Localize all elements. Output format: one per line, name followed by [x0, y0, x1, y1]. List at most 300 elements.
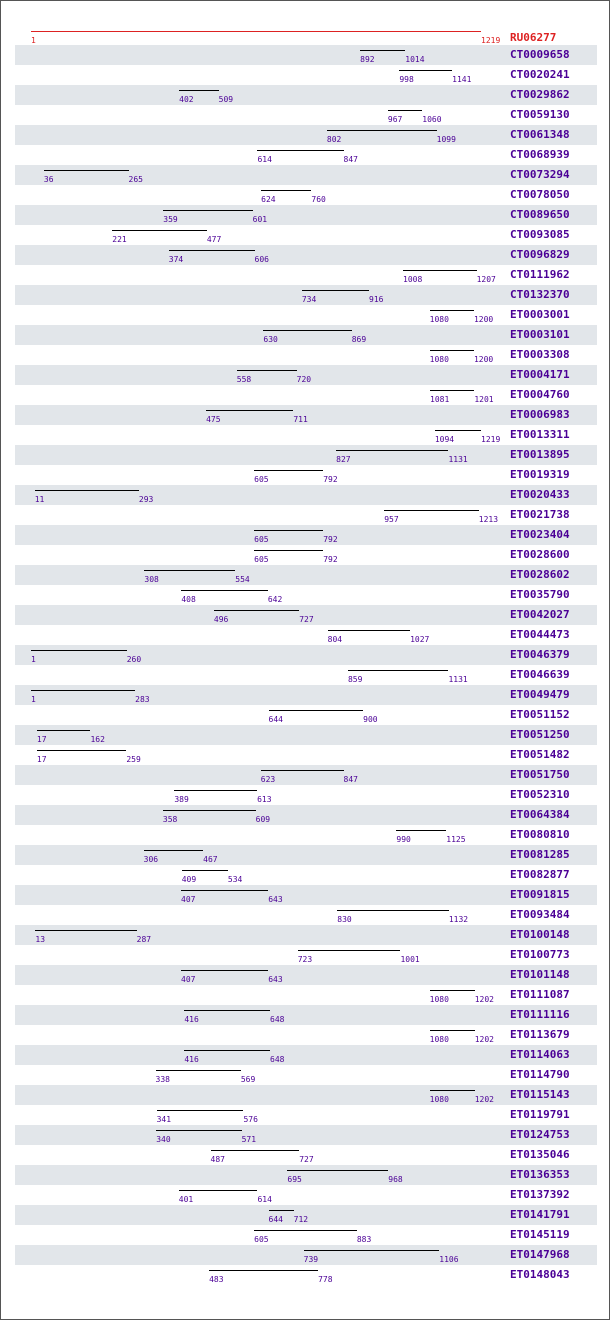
alignment-end: 1213	[478, 515, 499, 524]
alignment-label[interactable]: ET0035790	[510, 588, 570, 601]
alignment-start: 408	[181, 595, 196, 604]
alignment-start: 892	[360, 55, 375, 64]
alignment-label[interactable]: CT0096829	[510, 248, 570, 261]
alignment-label[interactable]: ET0137392	[510, 1188, 570, 1201]
alignment-start: 221	[112, 235, 127, 244]
alignment-bar	[396, 830, 446, 831]
alignment-end: 916	[369, 295, 384, 304]
alignment-bar	[336, 450, 448, 451]
alignment-end: 648	[270, 1015, 285, 1024]
alignment-start: 605	[254, 535, 269, 544]
alignment-bar	[31, 690, 135, 691]
alignment-label[interactable]: CT0093085	[510, 228, 570, 241]
alignment-label[interactable]: ET0046379	[510, 648, 570, 661]
alignment-row	[15, 905, 597, 925]
alignment-bar	[348, 670, 448, 671]
alignment-label[interactable]: ET0141791	[510, 1208, 570, 1221]
alignment-start: 1080	[429, 315, 449, 324]
alignment-bar	[35, 490, 139, 491]
alignment-row	[15, 285, 597, 305]
alignment-start: 17	[36, 755, 47, 764]
alignment-row	[15, 1205, 597, 1225]
alignment-label[interactable]: ET0124753	[510, 1128, 570, 1141]
alignment-row	[15, 1085, 597, 1105]
alignment-bar	[298, 950, 401, 951]
alignment-bar	[269, 710, 364, 711]
reference-label[interactable]: RU06277	[510, 31, 557, 44]
alignment-bar	[174, 790, 257, 791]
alignment-row	[15, 885, 597, 905]
alignment-start: 605	[254, 475, 269, 484]
alignment-row	[15, 925, 597, 945]
alignment-label[interactable]: CT0078050	[510, 188, 570, 201]
alignment-start: 341	[156, 1115, 172, 1124]
alignment-label[interactable]: ET0021738	[510, 508, 570, 521]
alignment-bar	[182, 870, 228, 871]
alignment-start: 739	[303, 1255, 319, 1264]
alignment-bar	[254, 530, 323, 531]
alignment-label[interactable]: CT0061348	[510, 128, 570, 141]
alignment-bar	[302, 290, 369, 291]
alignment-row	[15, 1225, 597, 1245]
alignment-label[interactable]: ET0013311	[510, 428, 570, 441]
alignment-end: 792	[323, 555, 338, 564]
alignment-start: 605	[254, 1235, 269, 1244]
alignment-row	[15, 685, 597, 705]
alignment-bar	[430, 1090, 475, 1091]
alignment-start: 36	[43, 175, 54, 184]
alignment-row	[15, 665, 597, 685]
alignment-start: 1080	[429, 1095, 449, 1104]
alignment-row	[15, 205, 597, 225]
alignment-bar	[157, 1110, 244, 1111]
alignment-start: 1	[31, 655, 36, 664]
alignment-label[interactable]: ET0101148	[510, 968, 570, 981]
alignment-end: 614	[257, 1195, 272, 1204]
alignment-end: 883	[356, 1235, 372, 1244]
alignment-row	[15, 125, 597, 145]
alignment-label[interactable]: ET0004760	[510, 388, 570, 401]
alignment-label[interactable]: ET0111116	[510, 1008, 570, 1021]
alignment-row	[15, 145, 597, 165]
alignment-label[interactable]: ET0046639	[510, 668, 570, 681]
alignment-end: 1014	[405, 55, 425, 64]
alignment-row	[15, 785, 597, 805]
alignment-end: 1001	[400, 955, 420, 964]
alignment-start: 734	[301, 295, 317, 304]
alignment-end: 569	[240, 1075, 256, 1084]
alignment-start: 614	[257, 155, 272, 164]
alignment-row	[15, 265, 597, 285]
alignment-end: 601	[252, 215, 268, 224]
alignment-label[interactable]: ET0044473	[510, 628, 570, 641]
alignment-start: 416	[184, 1015, 199, 1024]
reference-bar	[31, 31, 481, 32]
alignment-end: 571	[241, 1135, 257, 1144]
alignment-row	[15, 185, 597, 205]
alignment-label[interactable]: CT0073294	[510, 168, 570, 181]
alignment-label[interactable]: CT0132370	[510, 288, 570, 301]
alignment-row	[15, 765, 597, 785]
alignment-bar	[435, 430, 481, 431]
alignment-row	[15, 965, 597, 985]
alignment-start: 998	[399, 75, 414, 84]
alignment-label[interactable]: ET0049479	[510, 688, 570, 701]
alignment-start: 11	[34, 495, 45, 504]
alignment-label[interactable]: ET0111087	[510, 988, 570, 1001]
alignment-start: 409	[181, 875, 197, 884]
alignment-label[interactable]: ET0147968	[510, 1248, 570, 1261]
alignment-label[interactable]: ET0051482	[510, 748, 570, 761]
alignment-row	[15, 1045, 597, 1065]
alignment-end: 477	[206, 235, 222, 244]
alignment-bar	[209, 1270, 318, 1271]
alignment-bar	[384, 510, 479, 511]
alignment-bar	[184, 1010, 270, 1011]
alignment-bar	[144, 570, 235, 571]
alignment-row	[15, 645, 597, 665]
alignment-row	[15, 505, 597, 525]
alignment-row	[15, 45, 597, 65]
alignment-label[interactable]: ET0013895	[510, 448, 570, 461]
alignment-label[interactable]: ET0113679	[510, 1028, 570, 1041]
alignment-end: 1200	[473, 355, 494, 364]
alignment-row	[15, 1025, 597, 1045]
alignment-end: 1201	[474, 395, 494, 404]
alignment-bar	[360, 50, 405, 51]
alignment-end: 287	[136, 935, 152, 944]
alignment-end: 283	[135, 695, 150, 704]
alignment-start: 496	[213, 615, 229, 624]
alignment-bar	[179, 90, 219, 91]
alignment-row	[15, 1145, 597, 1165]
alignment-label[interactable]: ET0114790	[510, 1068, 570, 1081]
alignment-row	[15, 705, 597, 725]
alignment-start: 1094	[434, 435, 455, 444]
alignment-label[interactable]: ET0004171	[510, 368, 570, 381]
alignment-end: 1141	[452, 75, 472, 84]
alignment-label[interactable]: CT0059130	[510, 108, 570, 121]
alignment-row	[15, 825, 597, 845]
alignment-start: 624	[261, 195, 276, 204]
alignment-start: 359	[163, 215, 178, 224]
alignment-start: 827	[336, 455, 351, 464]
alignment-label[interactable]: ET0051250	[510, 728, 570, 741]
alignment-label[interactable]: ET0135046	[510, 1148, 570, 1161]
alignment-row	[15, 565, 597, 585]
alignment-start: 308	[144, 575, 159, 584]
alignment-bar	[399, 70, 452, 71]
alignment-label[interactable]: ET0020433	[510, 488, 570, 501]
alignment-label[interactable]: ET0093484	[510, 908, 570, 921]
alignment-row	[15, 525, 597, 545]
alignment-label[interactable]: ET0119791	[510, 1108, 570, 1121]
alignment-start: 1080	[429, 1035, 449, 1044]
alignment-end: 727	[299, 615, 314, 624]
alignment-start: 401	[178, 1195, 194, 1204]
alignment-start: 1081	[430, 395, 450, 404]
alignment-row	[15, 485, 597, 505]
alignment-start: 1080	[429, 355, 449, 364]
alignment-start: 475	[206, 415, 221, 424]
alignment-start: 487	[210, 1155, 225, 1164]
alignment-end: 1207	[476, 275, 496, 284]
alignment-start: 1080	[429, 995, 449, 1004]
alignment-label[interactable]: ET0042027	[510, 608, 570, 621]
alignment-bar	[257, 150, 343, 151]
alignment-start: 416	[184, 1055, 199, 1064]
alignment-row	[15, 1105, 597, 1125]
alignment-end: 1099	[436, 135, 456, 144]
alignment-row	[15, 1245, 597, 1265]
alignment-bar	[328, 630, 410, 631]
alignment-label[interactable]: ET0051750	[510, 768, 570, 781]
alignment-bar	[254, 550, 323, 551]
alignment-end: 265	[128, 175, 143, 184]
alignment-start: 17	[36, 735, 47, 744]
alignment-bar	[206, 410, 293, 411]
alignment-row	[15, 945, 597, 965]
alignment-bar	[337, 910, 449, 911]
alignment-row	[15, 805, 597, 825]
alignment-start: 483	[209, 1275, 224, 1284]
alignment-bar	[214, 610, 299, 611]
alignment-bar	[261, 770, 344, 771]
alignment-start: 402	[179, 95, 194, 104]
alignment-row	[15, 225, 597, 245]
alignment-bar	[430, 390, 474, 391]
alignment-row	[15, 605, 597, 625]
alignment-end: 467	[203, 855, 218, 864]
alignment-end: 869	[351, 335, 367, 344]
alignment-label[interactable]: ET0006983	[510, 408, 570, 421]
alignment-row	[15, 405, 597, 425]
alignment-end: 1200	[473, 315, 494, 324]
alignment-label[interactable]: ET0019319	[510, 468, 570, 481]
alignment-end: 643	[268, 975, 283, 984]
alignment-label[interactable]: ET0080810	[510, 828, 570, 841]
alignment-bar	[156, 1070, 241, 1071]
alignment-end: 712	[293, 1215, 309, 1224]
alignment-bar	[179, 1190, 258, 1191]
alignment-row	[15, 65, 597, 85]
alignment-row	[15, 305, 597, 325]
alignment-bar	[37, 730, 91, 731]
alignment-bar	[430, 310, 474, 311]
alignment-end: 847	[343, 775, 358, 784]
alignment-row	[15, 365, 597, 385]
alignment-start: 623	[260, 775, 276, 784]
alignment-bar	[237, 370, 297, 371]
alignment-bar	[163, 810, 256, 811]
alignment-end: 1125	[446, 835, 466, 844]
reference-start: 1	[31, 36, 36, 45]
alignment-end: 727	[299, 1155, 314, 1164]
alignment-label[interactable]: ET0052310	[510, 788, 570, 801]
alignment-label[interactable]: ET0028600	[510, 548, 570, 561]
alignment-end: 711	[293, 415, 308, 424]
alignment-bar	[263, 330, 351, 331]
alignment-end: 847	[343, 155, 358, 164]
alignment-label[interactable]: ET0100148	[510, 928, 570, 941]
alignment-row	[15, 725, 597, 745]
alignment-bar	[31, 650, 127, 651]
alignment-end: 1060	[422, 115, 442, 124]
alignment-start: 605	[254, 555, 269, 564]
alignment-start: 374	[168, 255, 184, 264]
alignment-bar	[163, 210, 252, 211]
alignment-label[interactable]: CT0089650	[510, 208, 570, 221]
alignment-start: 723	[297, 955, 313, 964]
alignment-end: 968	[388, 1175, 403, 1184]
alignment-label[interactable]: ET0082877	[510, 868, 570, 881]
alignment-row	[15, 325, 597, 345]
alignment-end: 1131	[448, 675, 468, 684]
alignment-label[interactable]: ET0023404	[510, 528, 570, 541]
alignment-row	[15, 465, 597, 485]
alignment-end: 606	[254, 255, 269, 264]
alignment-bar	[211, 1150, 300, 1151]
alignment-end: 792	[323, 475, 338, 484]
alignment-label[interactable]: ET0003001	[510, 308, 570, 321]
alignment-bar	[430, 350, 474, 351]
alignment-label[interactable]: ET0051152	[510, 708, 570, 721]
alignment-bar	[254, 470, 323, 471]
alignment-start: 990	[396, 835, 411, 844]
alignment-label[interactable]: CT0029862	[510, 88, 570, 101]
alignment-bar	[430, 1030, 475, 1031]
alignment-row	[15, 1005, 597, 1025]
alignment-end: 554	[235, 575, 250, 584]
alignment-end: 1202	[474, 1095, 494, 1104]
alignment-end: 1027	[410, 635, 430, 644]
alignment-row	[15, 845, 597, 865]
alignment-start: 830	[337, 915, 352, 924]
alignment-row	[15, 545, 597, 565]
alignment-end: 609	[255, 815, 271, 824]
alignment-end: 576	[243, 1115, 258, 1124]
alignment-end: 293	[138, 495, 154, 504]
alignment-row	[15, 385, 597, 405]
alignment-label[interactable]: ET0115143	[510, 1088, 570, 1101]
alignment-start: 306	[143, 855, 159, 864]
alignment-row	[15, 1165, 597, 1185]
alignment-label[interactable]: ET0100773	[510, 948, 570, 961]
alignment-row	[15, 445, 597, 465]
alignment-end: 648	[270, 1055, 285, 1064]
alignment-label[interactable]: ET0114063	[510, 1048, 570, 1061]
alignment-label[interactable]: ET0081285	[510, 848, 570, 861]
alignment-label[interactable]: ET0028602	[510, 568, 570, 581]
alignment-row	[15, 625, 597, 645]
alignment-start: 957	[384, 515, 399, 524]
alignment-label[interactable]: ET0148043	[510, 1268, 570, 1281]
alignment-bar	[44, 170, 129, 171]
alignment-start: 389	[174, 795, 189, 804]
alignment-start: 644	[268, 1215, 283, 1224]
alignment-end: 1202	[474, 1035, 494, 1044]
alignment-label[interactable]: ET0064384	[510, 808, 570, 821]
alignment-end: 1202	[474, 995, 494, 1004]
alignment-start: 1008	[403, 275, 423, 284]
alignment-start: 630	[263, 335, 278, 344]
alignment-row	[15, 105, 597, 125]
alignment-end: 534	[227, 875, 243, 884]
alignment-bar	[156, 1130, 241, 1131]
alignment-row	[15, 345, 597, 365]
alignment-start: 340	[156, 1135, 171, 1144]
alignment-bar	[184, 1050, 270, 1051]
alignment-bar	[169, 250, 255, 251]
alignment-end: 900	[363, 715, 378, 724]
alignment-start: 358	[162, 815, 178, 824]
alignment-end: 260	[126, 655, 142, 664]
alignment-bar	[181, 590, 267, 591]
alignment-end: 1106	[439, 1255, 459, 1264]
alignment-end: 162	[90, 735, 105, 744]
alignment-start: 407	[181, 895, 196, 904]
alignment-label[interactable]: CT0020241	[510, 68, 570, 81]
alignment-row	[15, 865, 597, 885]
alignment-bar	[35, 930, 136, 931]
alignment-row	[15, 165, 597, 185]
alignment-start: 13	[35, 935, 46, 944]
alignment-end: 613	[257, 795, 272, 804]
alignment-bar	[269, 1210, 294, 1211]
alignment-bar	[261, 190, 311, 191]
alignment-label[interactable]: ET0091815	[510, 888, 570, 901]
alignment-end: 259	[126, 755, 141, 764]
alignment-bar	[37, 750, 126, 751]
alignment-bar	[403, 270, 477, 271]
alignment-bar	[181, 970, 268, 971]
alignment-row	[15, 745, 597, 765]
alignment-bar	[327, 130, 437, 131]
alignment-label[interactable]: CT0068939	[510, 148, 570, 161]
alignment-bar	[287, 1170, 388, 1171]
alignment-end: 1131	[448, 455, 468, 464]
alignment-row	[15, 585, 597, 605]
alignment-label[interactable]: CT0009658	[510, 48, 570, 61]
alignment-bar	[112, 230, 207, 231]
alignment-label[interactable]: CT0111962	[510, 268, 570, 281]
alignment-row	[15, 1265, 597, 1285]
alignment-end: 509	[218, 95, 234, 104]
alignment-end: 642	[267, 595, 283, 604]
alignment-row	[15, 85, 597, 105]
alignment-row	[15, 1125, 597, 1145]
alignment-bar	[254, 1230, 357, 1231]
alignment-start: 558	[236, 375, 252, 384]
alignment-label[interactable]: ET0003101	[510, 328, 570, 341]
alignment-start: 802	[326, 135, 342, 144]
alignment-row	[15, 985, 597, 1005]
alignment-bar	[181, 890, 268, 891]
alignment-end: 643	[268, 895, 283, 904]
alignment-label[interactable]: ET0003308	[510, 348, 570, 361]
alignment-bar	[430, 990, 475, 991]
alignment-start: 338	[155, 1075, 170, 1084]
alignment-start: 407	[181, 975, 196, 984]
alignment-end: 720	[296, 375, 312, 384]
alignment-end: 1219	[481, 435, 501, 444]
alignment-start: 695	[287, 1175, 302, 1184]
alignment-bar	[388, 110, 422, 111]
alignment-label[interactable]: ET0136353	[510, 1168, 570, 1181]
alignment-label[interactable]: ET0145119	[510, 1228, 570, 1241]
alignment-start: 1	[31, 695, 36, 704]
alignment-bar	[144, 850, 203, 851]
